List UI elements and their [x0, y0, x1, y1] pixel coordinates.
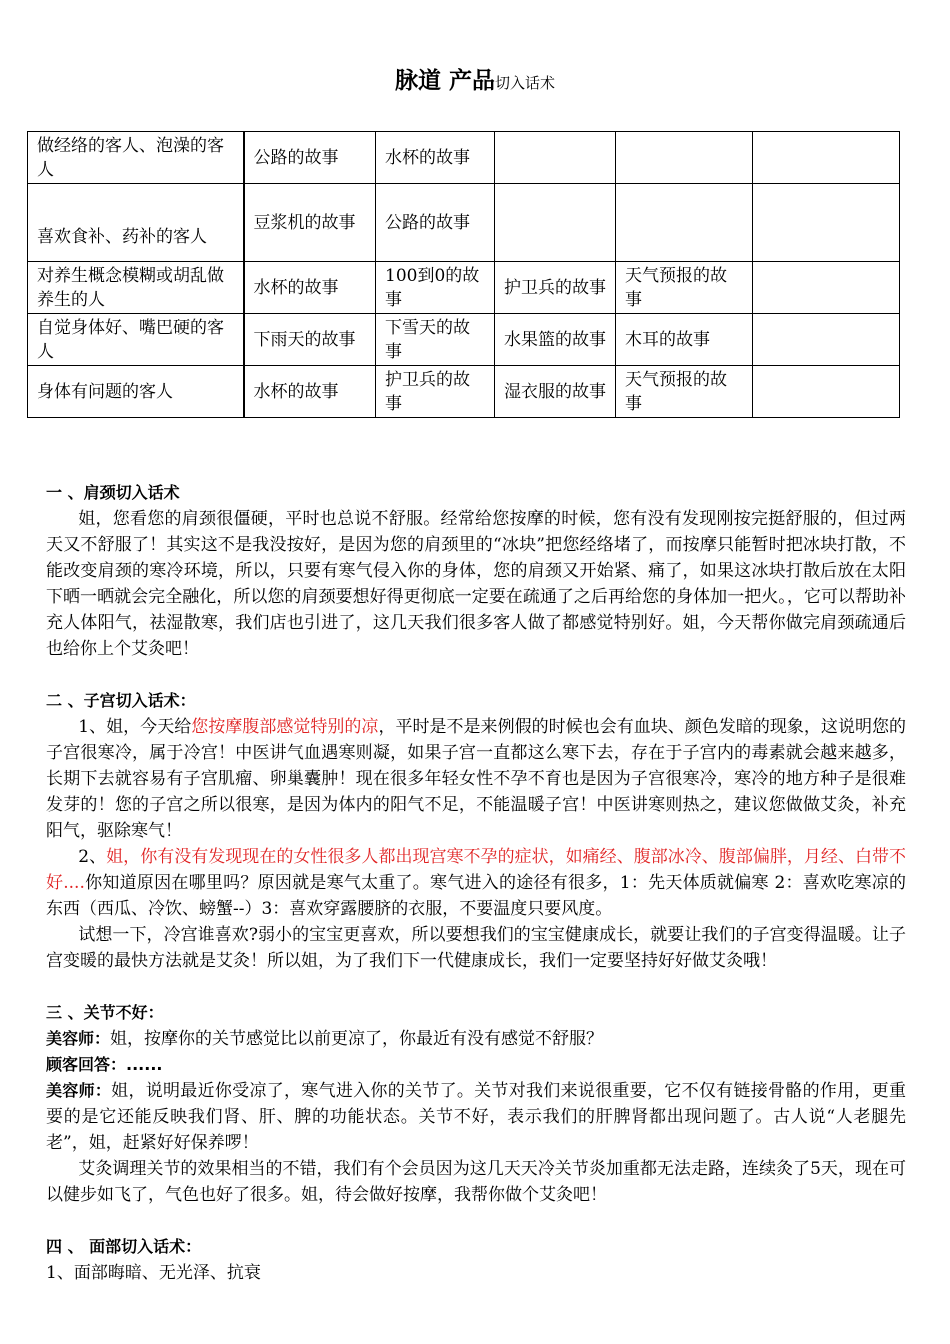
- paragraph: [46, 844, 906, 922]
- table-row: [28, 132, 900, 184]
- table-cell: 公路的故事: [376, 184, 495, 262]
- dialog-line: [46, 1078, 906, 1156]
- table-cell: [495, 184, 616, 262]
- table-cell: [753, 184, 900, 262]
- table-cell: 公路的故事: [244, 132, 376, 184]
- text-span: 姐，按摩你的关节感觉比以前更凉了，你最近有没有感觉不舒服？: [110, 1029, 604, 1049]
- table-cell: 天气预报的故事: [616, 262, 753, 314]
- table-cell: 木耳的故事: [616, 314, 753, 366]
- table-cell: [616, 132, 753, 184]
- table-cell: 水杯的故事: [376, 132, 495, 184]
- section-heading-uterus: 二 、子宫切入话术：: [46, 691, 196, 710]
- text-span: 1、姐，今天给: [78, 717, 192, 737]
- table-cell: 100到0的故事: [376, 262, 495, 314]
- table-cell: 水杯的故事: [244, 262, 376, 314]
- page-title: [0, 62, 950, 95]
- text-span: 姐，说明最近你受凉了，寒气进入你的关节了。关节对我们来说很重要，它不仅有链接骨骼的作用，更重要的是它还能反映我们肾、肝、脾的功能状态。关节不好，表示我们的肝脾肾都出现问题了。古人说“人老腿先老”，姐，赶紧好好保养啰！: [46, 1081, 906, 1153]
- table-cell: 护卫兵的故事: [495, 262, 616, 314]
- table-row: [28, 184, 900, 262]
- section-heading-shoulder: 一 、肩颈切入话术: [46, 483, 180, 502]
- text-span: 你知道原因在哪里吗？原因就是寒气太重了。寒气进入的途径有很多，1：先天体质就偏寒 2：喜欢吃寒凉的东西（西瓜、冷饮、螃蟹--）3：喜欢穿露腰脐的衣服，不要温度只要风度。: [46, 873, 906, 919]
- speaker-label: 美容师：: [46, 1029, 111, 1048]
- table-cell: 天气预报的故事: [616, 366, 753, 418]
- paragraph: 艾灸调理关节的效果相当的不错，我们有个会员因为这几天天冷关节炎加重都无法走路，连续灸了5天，现在可以健步如飞了，气色也好了很多。姐，待会做好按摩，我帮你做个艾灸吧！: [46, 1159, 906, 1205]
- title-sub: 切入话术: [495, 74, 556, 92]
- table-cell-customer: 自觉身体好、嘴巴硬的客人: [28, 314, 244, 366]
- table-cell: 下雨天的故事: [244, 314, 376, 366]
- section-heading-joints: 三 、关节不好：: [46, 1003, 164, 1022]
- table-cell-customer: 做经络的客人、泡澡的客人: [28, 132, 244, 184]
- table-cell: 护卫兵的故事: [376, 366, 495, 418]
- script-content: [46, 480, 906, 1286]
- table-cell: 水杯的故事: [244, 366, 376, 418]
- title-main: 脉道 产品: [394, 68, 495, 94]
- speaker-label: 美容师：: [46, 1081, 112, 1100]
- table-cell: [753, 366, 900, 418]
- speaker-label: 顾客回答：......: [46, 1055, 163, 1074]
- highlight-text: 姐，你有没有发现现在的女性很多人都出现宫寒不孕的症状，如痛经、腹部冰冷、腹部偏胖，月经、白带不好....: [46, 847, 906, 893]
- paragraph: 1、面部晦暗、无光泽、抗衰: [46, 1263, 261, 1283]
- table-cell-customer: 对养生概念模糊或胡乱做养生的人: [28, 262, 244, 314]
- table-row: [28, 262, 900, 314]
- table-cell: [753, 262, 900, 314]
- story-table: [27, 131, 900, 418]
- table-cell: 水果篮的故事: [495, 314, 616, 366]
- table-cell: [753, 314, 900, 366]
- table-cell-customer: 身体有问题的客人: [28, 366, 244, 418]
- section-heading-face: 四 、 面部切入话术：: [46, 1237, 202, 1256]
- table-cell: [753, 132, 900, 184]
- text-span: ，平时是不是来例假的时候也会有血块、颜色发暗的现象，这说明您的子宫很寒冷，属于冷宫！中医讲气血遇寒则凝，如果子宫一直都这么寒下去，存在于子宫内的毒素就会越来越多，长期下去就容易有子宫肌瘤、卵巢囊肿！现在很多年轻女性不孕不育也是因为子宫很寒冷，寒冷的地方种子是很难发芽的！您的子宫之所以很寒，是因为体内的阳气不足，不能温暖子宫！中医讲寒则热之，建议您做做艾灸，补充阳气，驱除寒气！: [46, 717, 906, 841]
- table-cell: [616, 184, 753, 262]
- table-row: [28, 366, 900, 418]
- dialog-line: [46, 1026, 906, 1052]
- table-cell: 湿衣服的故事: [495, 366, 616, 418]
- table-cell-customer: 喜欢食补、药补的客人: [28, 184, 244, 262]
- table-cell: 豆浆机的故事: [244, 184, 376, 262]
- table-cell: [495, 132, 616, 184]
- paragraph: [46, 714, 906, 844]
- paragraph: 姐，您看您的肩颈很僵硬，平时也总说不舒服。经常给您按摩的时候，您有没有发现刚按完挺舒服的，但过两天又不舒服了！其实这不是我没按好，是因为您的肩颈里的“冰块”把您经络堵了，而按摩只能暂时把冰块打散，不能改变肩颈的寒冷环境，所以，只要有寒气侵入你的身体，您的肩颈又开始紧、痛了，如果这冰块打散后放在太阳下晒一晒就会完全融化，所以您的肩颈要想好得更彻底一定要在疏通了之后再给您的身体加一把火。，它可以帮助补充人体阳气，祛湿散寒，我们店也引进了，这几天我们很多客人做了都感觉特别好。姐，今天帮你做完肩颈疏通后也给你上个艾灸吧！: [46, 509, 906, 659]
- table-row: [28, 314, 900, 366]
- dialog-line: [46, 1052, 906, 1078]
- table-cell: 下雪天的故事: [376, 314, 495, 366]
- text-span: 2、: [78, 847, 107, 867]
- paragraph: 试想一下，冷宫谁喜欢?弱小的宝宝更喜欢，所以要想我们的宝宝健康成长，就要让我们的子宫变得温暖。让子宫变暖的最快方法就是艾灸！所以姐，为了我们下一代健康成长，我们一定要坚持好好做艾灸哦！: [46, 925, 906, 971]
- highlight-text: 您按摩腹部感觉特别的凉: [191, 717, 379, 737]
